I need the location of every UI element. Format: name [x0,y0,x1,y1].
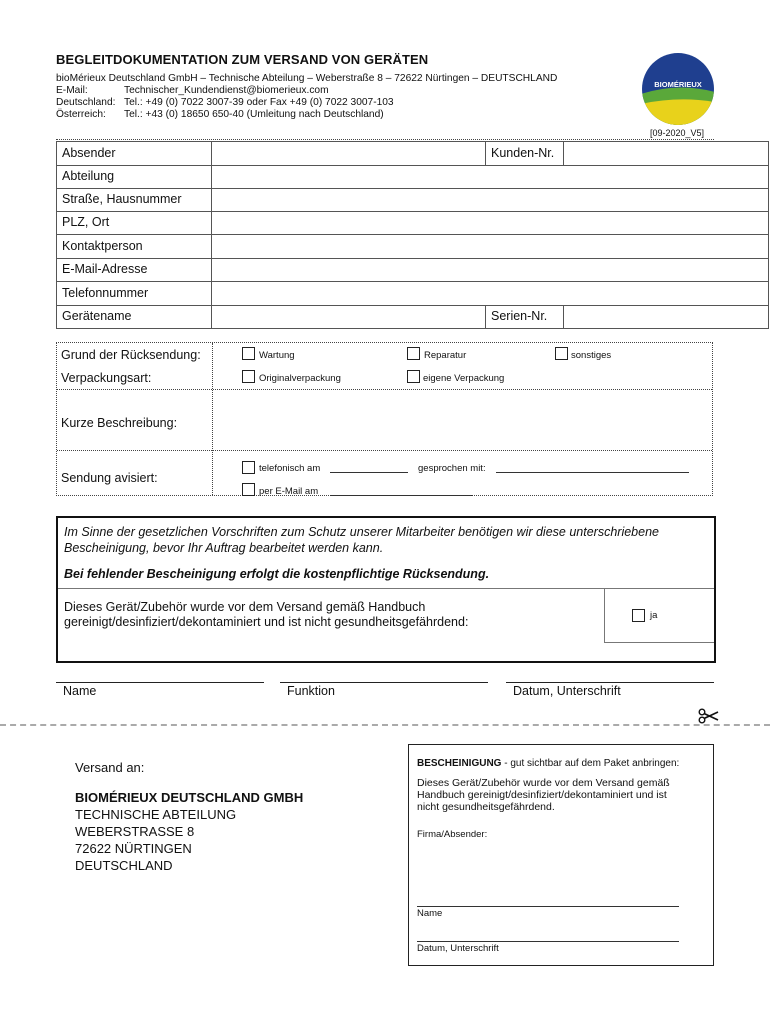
originalverpackung-checkbox[interactable] [242,370,255,383]
germany-contact [56,97,394,109]
row-absender [56,141,769,166]
abteilung-label: Abteilung [56,165,212,188]
declaration-line1: Dieses Gerät/Zubehör wurde vor dem Versand gemäß Handbuch [64,600,426,614]
sonstiges-label: sonstiges [571,350,612,361]
absender-label: Absender [56,142,212,165]
email-contact-label: E-Mail: [56,85,88,96]
strasse-field[interactable] [212,188,769,211]
notice-line1: Im Sinne der gesetzlichen Vorschriften zum Schutz unserer Mitarbeiter benötigen wir diese unterschriebene [64,525,659,539]
austria-contact [56,109,384,121]
certificate-datum-label: Datum, Unterschrift [417,943,499,954]
grund-label: Grund der Rücksendung: [61,348,201,362]
plz-ort-field[interactable] [212,211,769,234]
row-kontaktperson [56,235,769,259]
abteilung-field[interactable] [212,165,769,188]
telefonisch-label: telefonisch am [259,463,321,474]
row-email [56,258,769,282]
austria-contact-value: Tel.: +43 (0) 18650 650-40 (Umleitung nach Deutschland) [124,109,384,120]
versand-label: Versand an: [75,760,145,775]
telefonisch-date-line[interactable] [330,472,408,473]
ja-checkbox[interactable] [632,609,645,622]
per-email-label: per E-Mail am [259,486,319,497]
telefonisch-checkbox[interactable] [242,461,255,474]
email-field[interactable] [212,258,769,281]
kontaktperson-label: Kontaktperson [56,235,212,258]
germany-contact-label: Deutschland: [56,97,116,108]
email-contact-value: Technischer_Kundendienst@biomerieux.com [124,85,329,96]
row-abteilung [56,165,769,189]
gesprochen-label: gesprochen mit: [418,463,486,474]
row-telefon [56,282,769,306]
certificate-name-line[interactable] [417,906,679,907]
logo-text: BIOMÉRIEUX [654,80,702,89]
scissors-icon [698,708,720,724]
row-strasse [56,188,769,212]
wartung-checkbox[interactable] [242,347,255,360]
telefon-field[interactable] [212,282,769,305]
serien-nr-label: Serien-Nr. [485,305,564,328]
ja-label: ja [650,610,658,621]
shipping-dept: TECHNISCHE ABTEILUNG [75,807,237,822]
geraetename-label: Gerätename [56,305,212,328]
version-label: [09-2020_V5] [650,128,705,138]
per-email-date-line[interactable] [330,495,473,496]
funktion-signature-line[interactable] [280,682,488,683]
sonstiges-checkbox[interactable] [555,347,568,360]
shipping-country: DEUTSCHLAND [75,858,173,873]
row-plz-ort [56,211,769,235]
name-signature-line[interactable] [56,682,264,683]
strasse-label: Straße, Hausnummer [56,188,212,211]
certificate-title: BESCHEINIGUNG [417,758,502,769]
certificate-heading [417,753,679,771]
divider [56,139,714,140]
shipping-company: BIOMÉRIEUX DEUTSCHLAND GMBH [75,790,304,805]
germany-contact-value: Tel.: +49 (0) 7022 3007-39 oder Fax +49 (0) 7022 3007-103 [124,97,394,108]
beschreibung-field[interactable] [213,389,711,447]
certificate-box [408,744,714,966]
beschreibung-label: Kurze Beschreibung: [61,416,178,430]
email-label: E-Mail-Adresse [56,258,212,281]
telefon-label: Telefonnummer [56,282,212,305]
notice-box [56,516,716,663]
shipping-city: 72622 NÜRTINGEN [75,841,192,856]
kontaktperson-field[interactable] [212,235,769,258]
funktion-signature-label: Funktion [287,684,335,698]
notice-warning: Bei fehlender Bescheinigung erfolgt die kostenpflichtige Rücksendung. [64,567,490,581]
name-signature-label: Name [63,684,97,698]
company-line: bioMérieux Deutschland GmbH – Technische Abteilung – Weberstraße 8 – 72622 Nürtingen – DEUTSCHLAND [56,73,558,84]
certificate-body-line1: Dieses Gerät/Zubehör wurde vor dem Versand gemäß [417,777,670,789]
notice-line2: Bescheinigung, bevor Ihr Auftrag bearbeitet werden kann. [64,541,384,555]
shipping-street: WEBERSTRASSE 8 [75,824,195,839]
avisiert-label: Sendung avisiert: [61,471,158,485]
certificate-firma-label: Firma/Absender: [417,829,488,840]
reparatur-checkbox[interactable] [407,347,420,360]
cut-line [0,724,770,726]
declaration-line2: gereinigt/desinfiziert/dekontaminiert und ist nicht gesundheitsgefährdend: [64,615,469,629]
certificate-body-line3: nicht gesundheitsgefährdend. [417,801,555,813]
document-title: BEGLEITDOKUMENTATION ZUM VERSAND VON GERÄTEN [56,52,429,67]
wartung-label: Wartung [259,350,295,361]
kunden-nr-label: Kunden-Nr. [485,142,564,165]
datum-signature-line[interactable] [506,682,714,683]
originalverpackung-label: Originalverpackung [259,373,341,384]
biomerieux-logo [641,52,715,126]
certificate-note: - gut sichtbar auf dem Paket anbringen: [501,758,680,769]
row-geraetename [56,305,769,329]
austria-contact-label: Österreich: [56,109,106,120]
certificate-name-label: Name [417,908,443,919]
eigene-verpackung-label: eigene Verpackung [423,373,505,384]
verpackung-label: Verpackungsart: [61,371,152,385]
eigene-verpackung-checkbox[interactable] [407,370,420,383]
gesprochen-line[interactable] [496,472,689,473]
reparatur-label: Reparatur [424,350,467,361]
certificate-datum-line[interactable] [417,941,679,942]
plz-ort-label: PLZ, Ort [56,211,212,234]
per-email-checkbox[interactable] [242,483,255,496]
datum-signature-label: Datum, Unterschrift [513,684,621,698]
email-contact [56,85,329,97]
certificate-body-line2: Handbuch gereinigt/desinfiziert/dekontaminiert und ist [417,789,667,801]
